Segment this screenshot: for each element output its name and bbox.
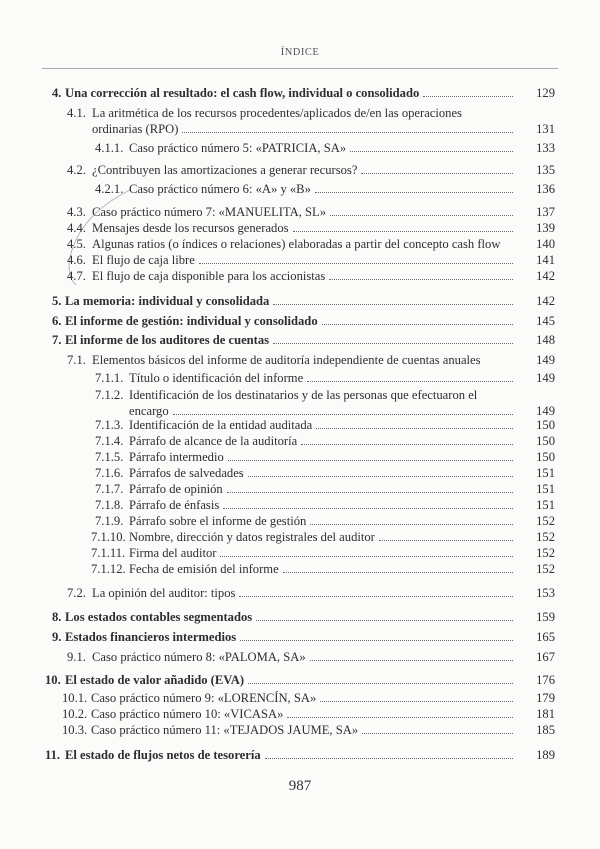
dot-leader: [173, 404, 513, 415]
entry-number: 4.1.: [67, 106, 86, 120]
entry-number: 10.2.: [62, 707, 88, 721]
entry-number: 4.3.: [67, 205, 86, 219]
entry-title-text: Nombre, dirección y datos registrales del auditor: [129, 530, 375, 544]
dot-leader: [322, 314, 513, 325]
entry-title-text-2: ordinarias (RPO): [92, 122, 179, 136]
entry-title-text: Título o identificación del informe: [129, 371, 304, 385]
entry-title: [65, 747, 513, 763]
entry-title: [92, 105, 513, 121]
entry-title-text: Párrafo sobre el informe de gestión: [129, 514, 307, 528]
entry-page: 149: [536, 353, 555, 367]
entry-title: [129, 465, 513, 481]
entry-title-text: Algunas ratios (o índices o relaciones) elaboradas a partir del concepto cash flow: [92, 237, 501, 251]
entry-title: [92, 268, 513, 284]
entry-page: 129: [536, 86, 555, 100]
entry-page: 176: [536, 673, 555, 687]
entry-number: 7.: [52, 333, 62, 347]
dot-leader: [423, 86, 513, 97]
entry-title: [65, 629, 513, 645]
entry-page: 152: [536, 514, 555, 528]
dot-leader: [248, 466, 513, 477]
entry-title: [65, 332, 513, 348]
dot-leader: [239, 586, 513, 597]
dot-leader: [379, 530, 513, 541]
entry-page: 152: [536, 546, 555, 560]
entry-number: 7.1.7.: [95, 482, 124, 496]
dot-leader: [228, 450, 513, 461]
entry-page: 148: [536, 333, 555, 347]
entry-title-text: ¿Contribuyen las amortizaciones a generar recursos?: [92, 163, 358, 177]
entry-title: [92, 204, 513, 220]
entry-title: [65, 293, 513, 309]
entry-title: [129, 497, 513, 513]
entry-page: 141: [536, 253, 555, 267]
dot-leader: [320, 691, 513, 702]
dot-leader: [220, 546, 513, 557]
entry-number: 10.: [45, 673, 61, 687]
entry-number: 11.: [45, 748, 61, 762]
entry-title: [91, 706, 513, 722]
dot-leader: [240, 630, 513, 641]
entry-number: 6.: [52, 314, 62, 328]
entry-page: 131: [536, 122, 555, 136]
entry-page: 139: [536, 221, 555, 235]
entry-title-text: Firma del auditor: [129, 546, 217, 560]
entry-page: 150: [536, 418, 555, 432]
entry-number: 4.1.1.: [95, 141, 124, 155]
page-number: 987: [288, 778, 312, 794]
entry-page: 189: [536, 748, 555, 762]
entry-title: [65, 672, 513, 688]
entry-title-text: El estado de flujos netos de tesorería: [65, 748, 261, 762]
entry-page: 135: [536, 163, 555, 177]
entry-title: [129, 417, 513, 433]
entry-title: [129, 140, 513, 156]
entry-page: 151: [536, 498, 555, 512]
entry-title: [92, 352, 513, 368]
entry-title-text: Caso práctico número 11: «TEJADOS JAUME, SA»: [91, 723, 359, 737]
entry-number: 4.: [52, 86, 62, 100]
entry-title-text: Párrafo de opinión: [129, 482, 223, 496]
entry-title-text: Los estados contables segmentados: [65, 610, 253, 624]
entry-page: 145: [536, 314, 555, 328]
entry-number: 4.5.: [67, 237, 86, 251]
dot-leader: [182, 122, 513, 133]
dot-leader: [227, 482, 513, 493]
entry-title-text: La memoria: individual y consolidada: [65, 294, 270, 308]
entry-title-text: Mensajes desde los recursos generados: [92, 221, 289, 235]
dot-leader: [350, 141, 513, 152]
entry-number: 7.1.: [67, 353, 86, 367]
entry-page: 150: [536, 434, 555, 448]
entry-title: [129, 561, 513, 577]
entry-title: [129, 370, 513, 386]
entry-title: [92, 236, 513, 252]
entry-title: [92, 252, 513, 268]
entry-number: 10.1.: [62, 691, 88, 705]
dot-leader: [316, 418, 513, 429]
entry-title: [129, 545, 513, 561]
entry-title-text: Caso práctico número 7: «MANUELITA, SL»: [92, 205, 327, 219]
entry-title: [129, 181, 513, 197]
entry-title-text: Caso práctico número 6: «A» y «B»: [129, 182, 311, 196]
entry-title-text: El estado de valor añadido (EVA): [65, 673, 245, 687]
entry-number: 4.2.1.: [95, 182, 124, 196]
entry-title: [91, 690, 513, 706]
entry-title-text: Identificación de los destinatarios y de las personas que efectuaron el: [129, 388, 478, 402]
entry-number: 7.1.6.: [95, 466, 124, 480]
entry-number: 4.7.: [67, 269, 86, 283]
entry-page: 142: [536, 294, 555, 308]
entry-number: 7.1.2.: [95, 388, 124, 402]
entry-page: 159: [536, 610, 555, 624]
entry-number: 7.1.3.: [95, 418, 124, 432]
entry-title: [91, 722, 513, 738]
dot-leader: [361, 163, 513, 174]
dot-leader: [307, 371, 513, 382]
entry-page: 136: [536, 182, 555, 196]
dot-leader: [283, 562, 513, 573]
entry-title: [92, 585, 513, 601]
dot-leader: [223, 498, 513, 509]
entry-title: [129, 433, 513, 449]
entry-number: 9.1.: [67, 650, 86, 664]
entry-page: 181: [536, 707, 555, 721]
entry-title-text: Caso práctico número 8: «PALOMA, SA»: [92, 650, 306, 664]
entry-number: 7.1.12.: [91, 562, 126, 576]
entry-title-text: La aritmética de los recursos procedentes/aplicados de/en las operaciones: [92, 106, 462, 120]
entry-number: 4.2.: [67, 163, 86, 177]
entry-title-text: El flujo de caja libre: [92, 253, 195, 267]
entry-page: 152: [536, 530, 555, 544]
entry-title: [129, 387, 513, 403]
entry-page: 167: [536, 650, 555, 664]
dot-leader: [362, 723, 513, 734]
entry-title: [129, 513, 513, 529]
dot-leader: [287, 707, 513, 718]
entry-title: [92, 162, 513, 178]
entry-page: 165: [536, 630, 555, 644]
entry-title: [65, 313, 513, 329]
entry-number: 10.3.: [62, 723, 88, 737]
entry-number: 7.1.9.: [95, 514, 124, 528]
entry-number: 7.1.8.: [95, 498, 124, 512]
dot-leader: [248, 673, 513, 684]
header-rule: [42, 68, 558, 69]
entry-number: 7.1.10.: [91, 530, 126, 544]
entry-title-text: Párrafos de salvedades: [129, 466, 244, 480]
entry-number: 4.6.: [67, 253, 86, 267]
entry-title-text: La opinión del auditor: tipos: [92, 586, 236, 600]
entry-page: 151: [536, 466, 555, 480]
dot-leader: [315, 182, 513, 193]
entry-title-text: Fecha de emisión del informe: [129, 562, 279, 576]
entry-number: 4.4.: [67, 221, 86, 235]
dot-leader: [265, 748, 513, 759]
entry-title-text: Caso práctico número 9: «LORENCÍN, SA»: [91, 691, 317, 705]
entry-page: 150: [536, 450, 555, 464]
entry-number: 7.1.5.: [95, 450, 124, 464]
dot-leader: [310, 514, 513, 525]
entry-title: [129, 529, 513, 545]
entry-number: 7.2.: [67, 586, 86, 600]
entry-title: [92, 649, 513, 665]
entry-number: 7.1.1.: [95, 371, 124, 385]
entry-page: 185: [536, 723, 555, 737]
entry-number: 7.1.11.: [91, 546, 126, 560]
entry-number: 5.: [52, 294, 62, 308]
entry-page: 133: [536, 141, 555, 155]
running-header: ÍNDICE: [280, 47, 320, 58]
dot-leader: [293, 221, 513, 232]
entry-page: 149: [536, 404, 555, 418]
entry-title-text: El informe de gestión: individual y consolidado: [65, 314, 318, 328]
dot-leader: [301, 434, 513, 445]
entry-title-text: Caso práctico número 5: «PATRICIA, SA»: [129, 141, 347, 155]
entry-title: [129, 481, 513, 497]
entry-page: 142: [536, 269, 555, 283]
dot-leader: [310, 650, 513, 661]
entry-title: [92, 220, 513, 236]
entry-title-text: Identificación de la entidad auditada: [129, 418, 313, 432]
entry-number: 8.: [52, 610, 62, 624]
entry-title-text: Párrafo de alcance de la auditoría: [129, 434, 298, 448]
entry-title-text: Párrafo intermedio: [129, 450, 224, 464]
entry-title-text: Caso práctico número 10: «VICASA»: [91, 707, 284, 721]
entry-title-text: Párrafo de énfasis: [129, 498, 220, 512]
entry-page: 151: [536, 482, 555, 496]
entry-title-text: Una corrección al resultado: el cash flow, individual o consolidado: [65, 86, 420, 100]
dot-leader: [273, 294, 513, 305]
entry-page: 152: [536, 562, 555, 576]
entry-title-text: El flujo de caja disponible para los accionistas: [92, 269, 326, 283]
entry-title: [65, 85, 513, 101]
entry-title-text: El informe de los auditores de cuentas: [65, 333, 270, 347]
entry-title-text: Elementos básicos del informe de auditoría independiente de cuentas anuales: [92, 353, 481, 367]
dot-leader: [256, 610, 513, 621]
entry-page: 179: [536, 691, 555, 705]
dot-leader: [199, 253, 513, 264]
entry-number: 7.1.4.: [95, 434, 124, 448]
entry-page: 149: [536, 371, 555, 385]
entry-page: 153: [536, 586, 555, 600]
dot-leader: [273, 333, 513, 344]
entry-number: 9.: [52, 630, 62, 644]
dot-leader: [330, 205, 513, 216]
entry-title-continued: [92, 121, 513, 137]
entry-title: [65, 609, 513, 625]
dot-leader: [329, 269, 513, 280]
entry-title-text-2: encargo: [129, 404, 169, 418]
entry-page: 140: [536, 237, 555, 251]
entry-page: 137: [536, 205, 555, 219]
entry-title: [129, 449, 513, 465]
entry-title-text: Estados financieros intermedios: [65, 630, 237, 644]
